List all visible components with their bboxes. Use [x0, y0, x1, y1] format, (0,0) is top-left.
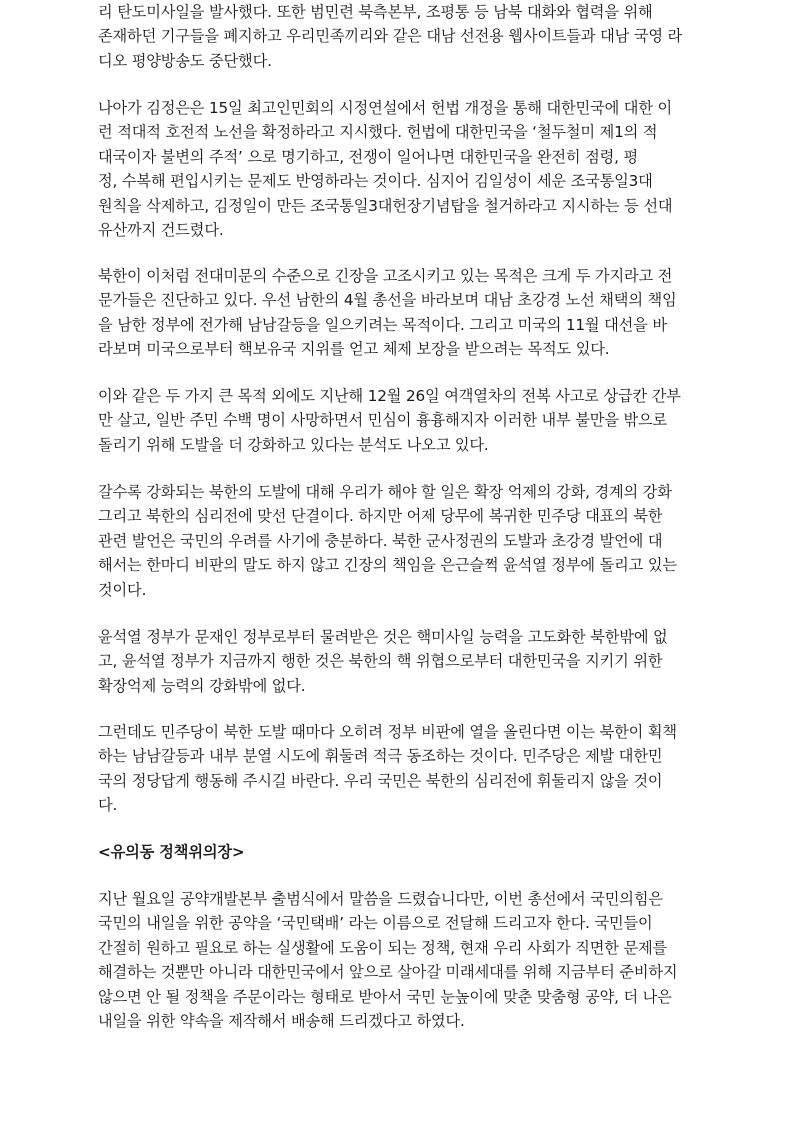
text-line: 북한이 이처럼 전대미문의 수준으로 긴장을 고조시키고 있는 목적은 크게 두 가지라고 전: [98, 267, 673, 285]
text-line: 원칙을 삭제하고, 김정일이 만든 조국통일3대헌장기념탑을 철거하라고 지시하는 등 선대: [98, 196, 673, 215]
paragraph-5: [98, 480, 677, 602]
text-line: 이와 같은 두 가지 큰 목적 외에도 지난해 12월 26일 여객열차의 전복 사고로 상급칸 간부: [98, 387, 681, 405]
text-line: 유산까지 건드렸다.: [98, 220, 224, 239]
text-line: 나아가 김정은은 15일 최고인민회의 시정연설에서 헌법 개정을 통해 대한민국에 대한 이: [98, 99, 673, 117]
text-line: 라보며 미국으로부터 핵보유국 지위를 얻고 체제 보장을 받으려는 목적도 있다.: [98, 340, 610, 359]
text-line: 문가들은 진단하고 있다. 우선 남한의 4월 총선을 바라보며 대남 초강경 노선 채택의 책임: [98, 291, 677, 310]
text-line: 지난 월요일 공약개발본부 출범식에서 말씀을 드렸습니다만, 이번 총선에서 국민의힘은: [98, 890, 663, 908]
text-line: 하는 남남갈등과 내부 분열 시도에 휘둘려 적극 동조하는 것이다. 민주당은 제발 대한민: [98, 747, 663, 766]
text-line: 다.: [98, 796, 118, 815]
section-heading: <유의동 정책위의장>: [98, 843, 245, 861]
text-line: 돌리기 위해 도발을 더 강화하고 있다는 분석도 나오고 있다.: [98, 435, 489, 454]
paragraph-6: [98, 625, 668, 698]
text-line: 갈수록 강화되는 북한의 도발에 대해 우리가 해야 할 일은 확장 억제의 강화, 경계의 강화: [98, 483, 672, 501]
paragraph-3: [98, 264, 677, 362]
text-line: 윤석열 정부가 문재인 정부로부터 물려받은 것은 핵미사일 능력을 고도화한 북한밖에 없: [98, 628, 668, 646]
text-line: 않으면 안 될 정책을 주문이라는 형태로 받아서 국민 눈높이에 맞춘 맞춤형 공약, 더 나은: [98, 987, 672, 1006]
text-line: 대국이자 불변의 주적’ 으로 명기하고, 전쟁이 일어나면 대한민국을 완전히 점령, 평: [98, 147, 639, 166]
text-line: 그런데도 민주당이 북한 도발 때마다 오히려 정부 비판에 열을 올린다면 이는 북한이 획책: [98, 723, 677, 741]
text-line: 그리고 북한의 심리전에 맞선 단결이다. 하지만 어제 당무에 복귀한 민주당 대표의 북한: [98, 507, 663, 526]
text-line: 국의 정당답게 행동해 주시길 바란다. 우리 국민은 북한의 심리전에 휘둘리지 않을 것이: [98, 771, 663, 790]
paragraph-1: [98, 0, 682, 73]
text-line: 리 탄도미사일을 발사했다. 또한 범민련 북측본부, 조평통 등 남북 대화와 협력을 위해: [98, 3, 653, 21]
text-line: 정, 수복해 편입시키는 문제도 반영하라는 것이다. 심지어 김일성이 세운 조국통일3대: [98, 172, 653, 191]
text-line: 을 남한 정부에 전가해 남남갈등을 일으키려는 목적이다. 그리고 미국의 11월 대선을 바: [98, 315, 667, 334]
paragraph-2: [98, 96, 672, 242]
text-line: 런 적대적 호전적 노선을 확정하라고 지시했다. 헌법에 대한민국을 ‘철두철미 제1의 적: [98, 123, 658, 142]
paragraph-7: [98, 720, 677, 818]
text-line: 내일을 위한 약속을 제작해서 배송해 드리겠다고 하였다.: [98, 1011, 465, 1030]
paragraph-closing: [98, 887, 677, 1033]
text-line: 국민의 내일을 위한 공약을 ‘국민택배’ 라는 이름으로 전달해 드리고자 한다. 국민들이: [98, 914, 653, 933]
text-line: 확장억제 능력의 강화밖에 없다.: [98, 676, 306, 695]
text-line: 해결하는 것뿐만 아니라 대한민국에서 앞으로 살아갈 미래세대를 위해 지금부터 준비하지: [98, 963, 678, 982]
text-line: 디오 평양방송도 중단했다.: [98, 51, 272, 70]
text-line: 간절히 원하고 필요로 하는 실생활에 도움이 되는 정책, 현재 우리 사회가 직면한 문제를: [98, 938, 668, 957]
paragraph-4: [98, 384, 681, 457]
text-line: 관련 발언은 국민의 우려를 사기에 충분하다. 북한 군사정권의 도발과 초강경 발언에 대: [98, 531, 663, 550]
text-line: 고, 윤석열 정부가 지금까지 행한 것은 북한의 핵 위협으로부터 대한민국을 지키기 위한: [98, 652, 663, 671]
text-line: 만 살고, 일반 주민 수백 명이 사망하면서 민심이 흉흉해지자 이러한 내부 불만을 밖으로: [98, 411, 668, 430]
text-line: 것이다.: [98, 580, 147, 599]
text-line: 존재하던 기구들을 폐지하고 우리민족끼리와 같은 대남 선전용 웹사이트들과 대남 국영 라: [98, 27, 683, 46]
text-line: 해서는 한마디 비판의 말도 하지 않고 긴장의 책임을 은근슬쩍 윤석열 정부에 돌리고 있는: [98, 556, 677, 575]
